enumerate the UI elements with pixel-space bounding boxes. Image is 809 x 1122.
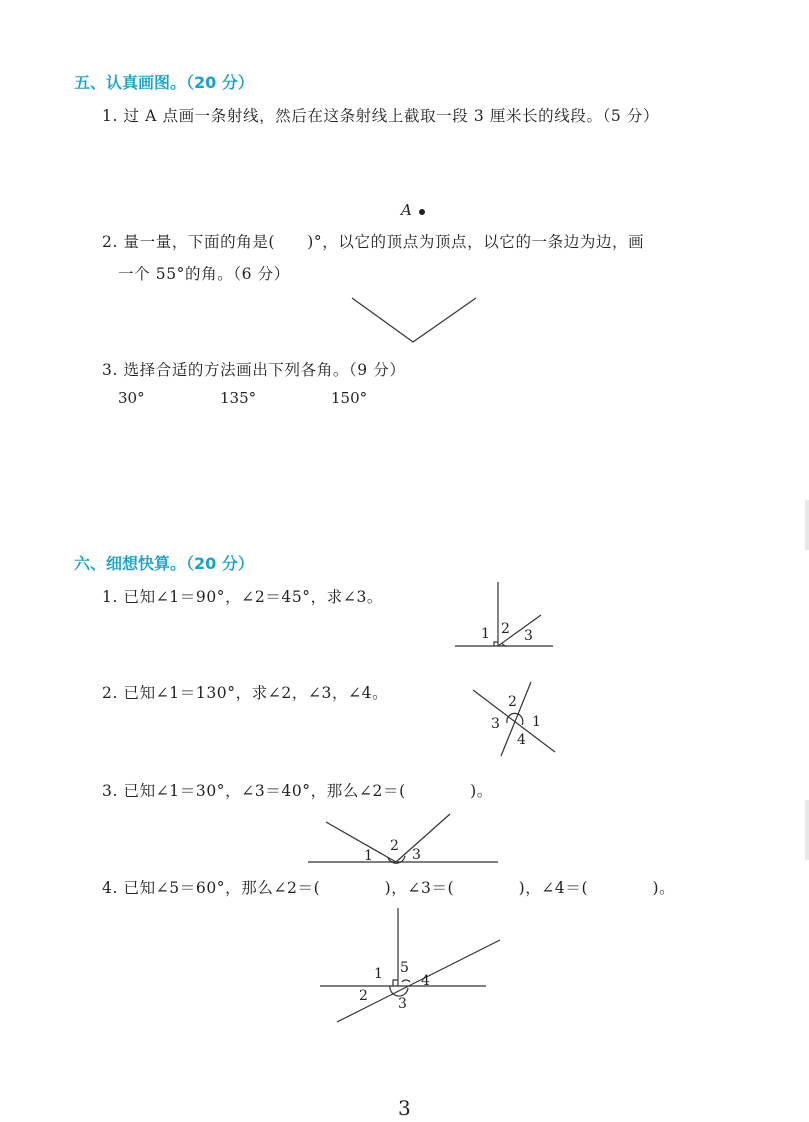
angle-135: 135° (220, 389, 257, 407)
figure-6-4 (320, 908, 502, 1026)
right-angle-mark (393, 980, 398, 986)
page-edge-tab (805, 800, 809, 860)
label-angle-3: 3 (398, 996, 407, 1012)
label-angle-1: 1 (481, 626, 490, 642)
right-ray (396, 814, 450, 862)
measure-angle (352, 298, 476, 342)
point-a-dot (419, 209, 425, 215)
label-angle-1: 1 (374, 966, 383, 982)
question-5-2-line1: 2. 量一量，下面的角是( )°，以它的顶点为顶点，以它的一条边为边，画 (102, 233, 645, 251)
label-angle-3: 3 (524, 628, 533, 644)
angle-arc-top (402, 980, 410, 982)
question-5-1: 1. 过 A 点画一条射线，然后在这条射线上截取一段 3 厘米长的线段。（5 分） (102, 107, 660, 125)
angle-figure-5-2 (350, 296, 480, 346)
figure-6-3 (308, 812, 500, 864)
label-angle-4: 4 (421, 973, 430, 989)
label-angle-4: 4 (517, 732, 526, 748)
label-angle-5: 5 (400, 960, 409, 976)
angle-30: 30° (118, 389, 145, 407)
label-angle-1: 1 (364, 848, 373, 864)
label-angle-1: 1 (532, 714, 541, 730)
page-number: 3 (398, 1096, 411, 1120)
question-6-2: 2. 已知∠1＝130°，求∠2，∠3，∠4。 (102, 684, 389, 702)
label-angle-2: 2 (501, 621, 510, 637)
page-edge-tab (805, 500, 809, 550)
angle-150: 150° (331, 389, 368, 407)
label-angle-2: 2 (359, 988, 368, 1004)
label-angle-3: 3 (412, 847, 421, 863)
point-a-label: A (401, 201, 412, 219)
question-5-2-line2: 一个 55°的角。（6 分） (118, 265, 290, 283)
slanted-line (337, 940, 500, 1022)
question-6-3: 3. 已知∠1＝30°，∠3＝40°，那么∠2＝( )。 (102, 782, 493, 800)
question-6-4: 4. 已知∠5＝60°，那么∠2＝( )，∠3＝( )，∠4＝( )。 (102, 879, 676, 897)
question-5-3: 3. 选择合适的方法画出下列各角。（9 分） (102, 361, 406, 379)
left-ray (326, 822, 396, 862)
section-five-title: 五、认真画图。（20 分） (74, 73, 254, 92)
label-angle-2: 2 (508, 694, 517, 710)
figure-6-2 (471, 680, 561, 760)
question-6-1: 1. 已知∠1＝90°，∠2＝45°，求∠3。 (102, 588, 384, 606)
section-six-title: 六、细想快算。（20 分） (74, 554, 254, 573)
label-angle-2: 2 (390, 838, 399, 854)
figure-6-1 (455, 582, 555, 652)
label-angle-3: 3 (491, 716, 500, 732)
